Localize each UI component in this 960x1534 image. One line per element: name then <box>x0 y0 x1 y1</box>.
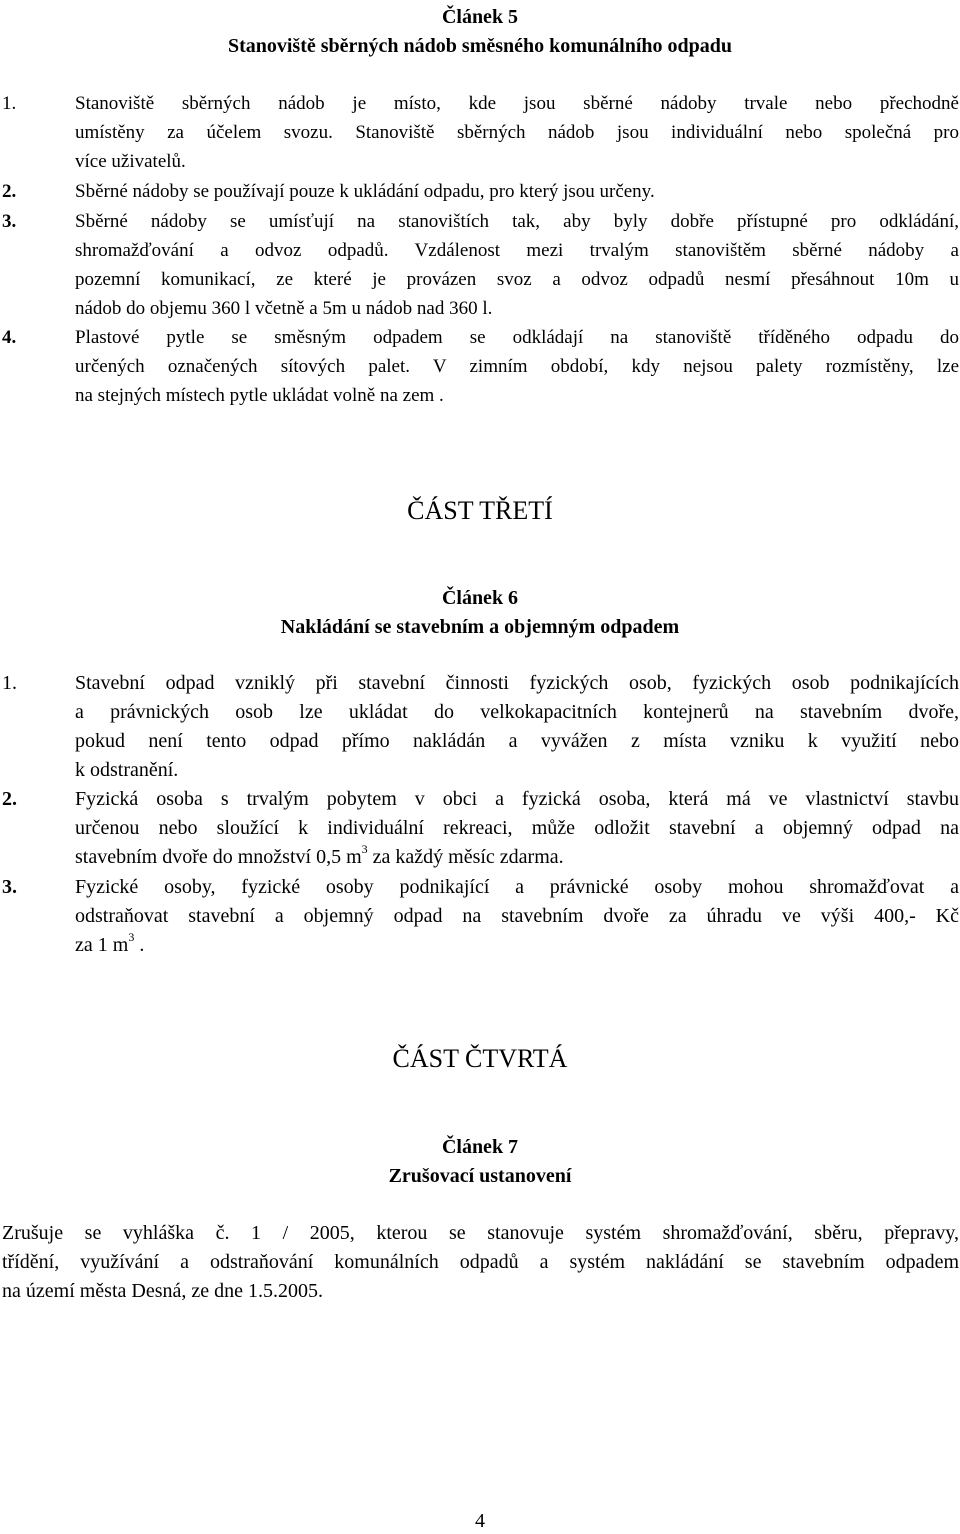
line-text: za 1 m <box>75 934 129 956</box>
item-line: Fyzická osoba s trvalým pobytem v obci a fyzická osoba, která má ve vlastnictví stavbu <box>75 788 959 810</box>
page-number: 4 <box>475 1510 485 1532</box>
line-text: . <box>134 934 145 956</box>
article7-heading: Článek 7 <box>441 1136 519 1158</box>
item-line: Fyzické osoby, fyzické osoby podnikající a právnické osoby mohou shromažďovat a <box>75 876 959 898</box>
item-number: 1. <box>2 93 17 114</box>
item-number: 2. <box>2 788 17 810</box>
item-line: Stanoviště sběrných nádob je místo, kde jsou sběrné nádoby trvale nebo přechodně <box>75 93 959 114</box>
item-number: 1. <box>2 672 17 694</box>
item-line: k odstranění. <box>75 759 179 781</box>
item-line: Sběrné nádoby se používají pouze k ukládání odpadu, pro který jsou určeny. <box>75 181 655 202</box>
item-line: umístěny za účelem svozu. Stanoviště sběrných nádob jsou individuální nebo společná pro <box>75 122 959 143</box>
article7-title: Zrušovací ustanovení <box>388 1165 572 1187</box>
item-number: 3. <box>2 211 17 232</box>
part3-title: ČÁST TŘETÍ <box>407 496 553 525</box>
part4-title: ČÁST ČTVRTÁ <box>392 1044 568 1073</box>
item-line: více uživatelů. <box>75 151 186 172</box>
item-line: Stavební odpad vzniklý při stavební činnosti fyzických osob, fyzických osob podnikajících <box>75 672 959 694</box>
item-line <box>75 842 564 869</box>
body-line: na území města Desná, ze dne 1.5.2005. <box>2 1280 324 1302</box>
item-line: shromažďování a odvoz odpadů. Vzdálenost mezi trvalým stanovištěm sběrné nádoby a <box>75 240 959 261</box>
item-number: 2. <box>2 181 17 202</box>
item-line: na stejných místech pytle ukládat volně na zem . <box>75 385 444 406</box>
article5-heading: Článek 5 <box>441 6 519 28</box>
item-line: a právnických osob lze ukládat do velkokapacitních kontejnerů na stavebním dvoře, <box>75 701 959 723</box>
article6-title: Nakládání se stavebním a objemným odpadem <box>280 616 680 638</box>
item-line: nádob do objemu 360 l včetně a 5m u nádob nad 360 l. <box>75 298 493 319</box>
item-number: 4. <box>2 327 17 348</box>
item-line: Plastové pytle se směsným odpadem se odkládají na stanoviště tříděného odpadu do <box>75 327 959 348</box>
article5-title: Stanoviště sběrných nádob směsného komunálního odpadu <box>227 35 733 57</box>
item-line: určených označených sítových palet. V zimním období, kdy nejsou palety rozmístěny, lze <box>75 356 959 377</box>
item-line: Sběrné nádoby se umísťují na stanovištích tak, aby byly dobře přístupné pro odkládání, <box>75 211 959 232</box>
superscript: 3 <box>128 930 135 944</box>
item-number: 3. <box>2 876 17 898</box>
item-line: pozemní komunikací, ze které je provázen svoz a odvoz odpadů nesmí přesáhnout 10m u <box>75 269 959 290</box>
article6-heading: Článek 6 <box>441 587 519 609</box>
item-line <box>75 930 145 957</box>
line-text: stavebním dvoře do množství 0,5 m <box>75 846 362 868</box>
item-line: odstraňovat stavební a objemný odpad na stavebním dvoře za úhradu ve výši 400,- Kč <box>75 905 959 927</box>
line-text: za každý měsíc zdarma. <box>367 846 564 868</box>
body-line: třídění, využívání a odstraňování komunálních odpadů a systém nakládání se stavebním odpadem <box>2 1251 959 1273</box>
item-line: pokud není tento odpad přímo nakládán a vyvážen z místa vzniku k využití nebo <box>75 730 959 752</box>
superscript: 3 <box>361 842 368 856</box>
item-line: určenou nebo sloužící k individuální rekreaci, může odložit stavební a objemný odpad na <box>75 817 959 839</box>
body-line: Zrušuje se vyhláška č. 1 / 2005, kterou se stanovuje systém shromažďování, sběru, přepravy, <box>2 1222 959 1244</box>
